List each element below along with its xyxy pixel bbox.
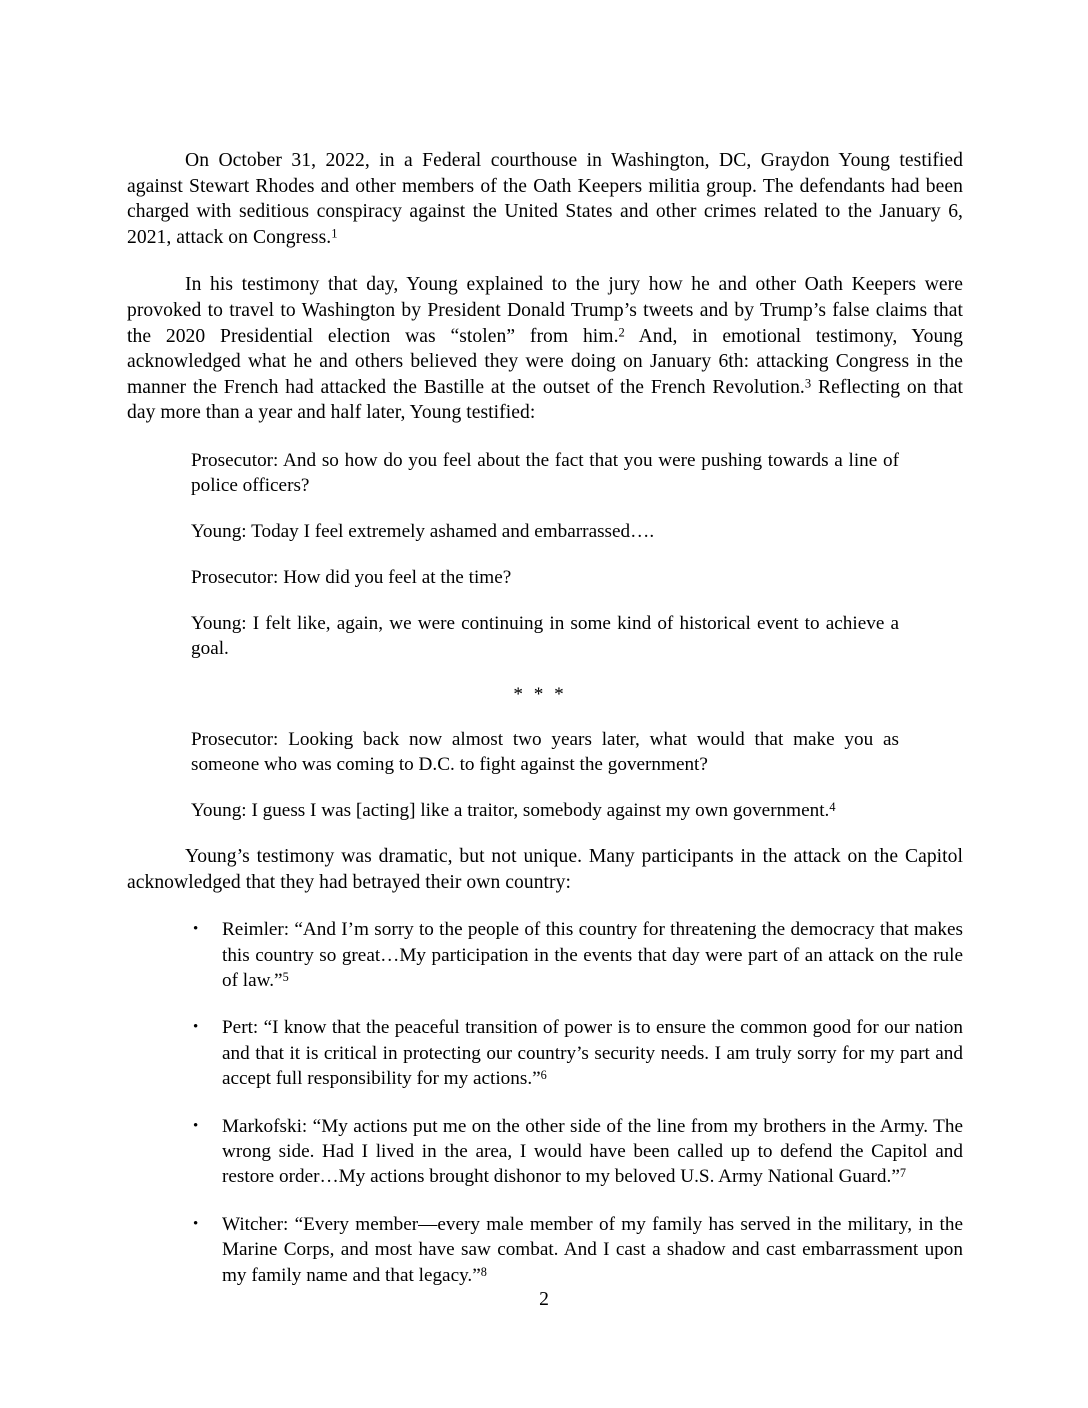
list-item-text: Witcher: “Every member—every male member of my family has served in the military, in the Marine Corps, and most have saw combat. And I cast a shadow and cast embarrassment upon my family name and that legacy.” [222, 1213, 963, 1286]
transcript-line [191, 798, 899, 823]
bullet-icon: • [193, 921, 199, 938]
paragraph-testimony-text-b: And, in emotional testimony, Young acknowledged what he and others believed they were doing on January 6th: attacking Congress in the manner the French had attacked the Bastille at the outset of the French Revolution. [127, 325, 963, 398]
bullet-icon: • [193, 1215, 199, 1232]
list-item-witcher [127, 1212, 963, 1288]
transcript-qa-young-1 [127, 519, 899, 544]
paragraph-testimony [127, 272, 963, 426]
paragraph-intro [127, 148, 963, 250]
transcript-line: Young: Today I feel extremely ashamed and embarrassed…. [191, 520, 655, 542]
paragraph-testimony-text-a: In his testimony that day, Young explained to the jury how he and other Oath Keepers were provoked to travel to Washington by President Donald Trump’s tweets and by Trump’s false claims that the 2020 Presidential election was “stolen” from him. [127, 274, 963, 347]
paragraph-intro-text: On October 31, 2022, in a Federal courthouse in Washington, DC, Graydon Young testified against Stewart Rhodes and other members of the Oath Keepers militia group. The defendants had been charged with seditious conspiracy against the United States and other crimes related to the January 6, 2021, attack on Congress. [127, 150, 963, 248]
transcript-line: Prosecutor: And so how do you feel about the fact that you were pushing towards a line of police officers? [191, 449, 899, 496]
page-number-footer: 2 [539, 1289, 549, 1310]
footnote-ref-1[interactable]: 1 [331, 226, 338, 241]
transcript-line: Prosecutor: Looking back now almost two years later, what would that make you as someone who was coming to D.C. to fight against the government? [191, 728, 899, 775]
footnote-ref-5[interactable]: 5 [282, 969, 289, 984]
paragraph-testimony-text-c: Reflecting on that day more than a year and half later, Young testified: [127, 376, 963, 424]
document-body [127, 148, 963, 1310]
footnote-ref-8[interactable]: 8 [480, 1264, 487, 1279]
transcript-line: Young: I felt like, again, we were continuing in some kind of historical event to achieve a goal. [191, 612, 899, 659]
list-item-markofski [127, 1114, 963, 1190]
footnote-ref-3[interactable]: 3 [804, 376, 812, 391]
transcript-line: Prosecutor: How did you feel at the time? [191, 566, 512, 588]
bullet-icon: • [193, 1117, 199, 1134]
bullet-icon: • [193, 1019, 199, 1036]
section-divider-asterisks: * * * [513, 683, 567, 705]
transcript-qa-young-3 [127, 798, 899, 823]
transcript-qa-prosecutor-1 [127, 448, 899, 498]
footnote-ref-7[interactable]: 7 [899, 1166, 906, 1181]
list-item-text: Markofski: “My actions put me on the other side of the line from my brothers in the Army. The wrong side. Had I lived in the area, I would have been called up to defend the Capitol and restore order…My actions brought dishonor to my beloved U.S. Army National Guard.” [222, 1115, 963, 1188]
paragraph-summary: Young’s testimony was dramatic, but not unique. Many participants in the attack on the Capitol acknowledged that they had betrayed their own country: [127, 845, 963, 893]
list-item-pert [127, 1015, 963, 1091]
list-item-reimler [127, 917, 963, 993]
transcript-qa-prosecutor-2 [127, 565, 899, 590]
defendant-statements-list [127, 917, 963, 1288]
transcript-qa-prosecutor-3 [127, 727, 899, 777]
transcript-qa-young-2 [127, 611, 899, 661]
footnote-ref-2[interactable]: 2 [618, 325, 625, 340]
footnote-ref-4[interactable]: 4 [829, 799, 836, 814]
transcript-line-text: Young: I guess I was [acting] like a traitor, somebody against my own government. [191, 799, 830, 821]
footnote-ref-6[interactable]: 6 [540, 1068, 547, 1082]
list-item-text: Reimler: “And I’m sorry to the people of this country for threatening the democracy that makes this country so great…My participation in the events that day were part of an attack on the rule of law.” [222, 919, 963, 991]
list-item-text: Pert: “I know that the peaceful transition of power is to ensure the common good for our nation and that it is critical in protecting our country’s security needs. I am truly sorry for my part and accept full responsibility for my actions.” [222, 1017, 963, 1090]
